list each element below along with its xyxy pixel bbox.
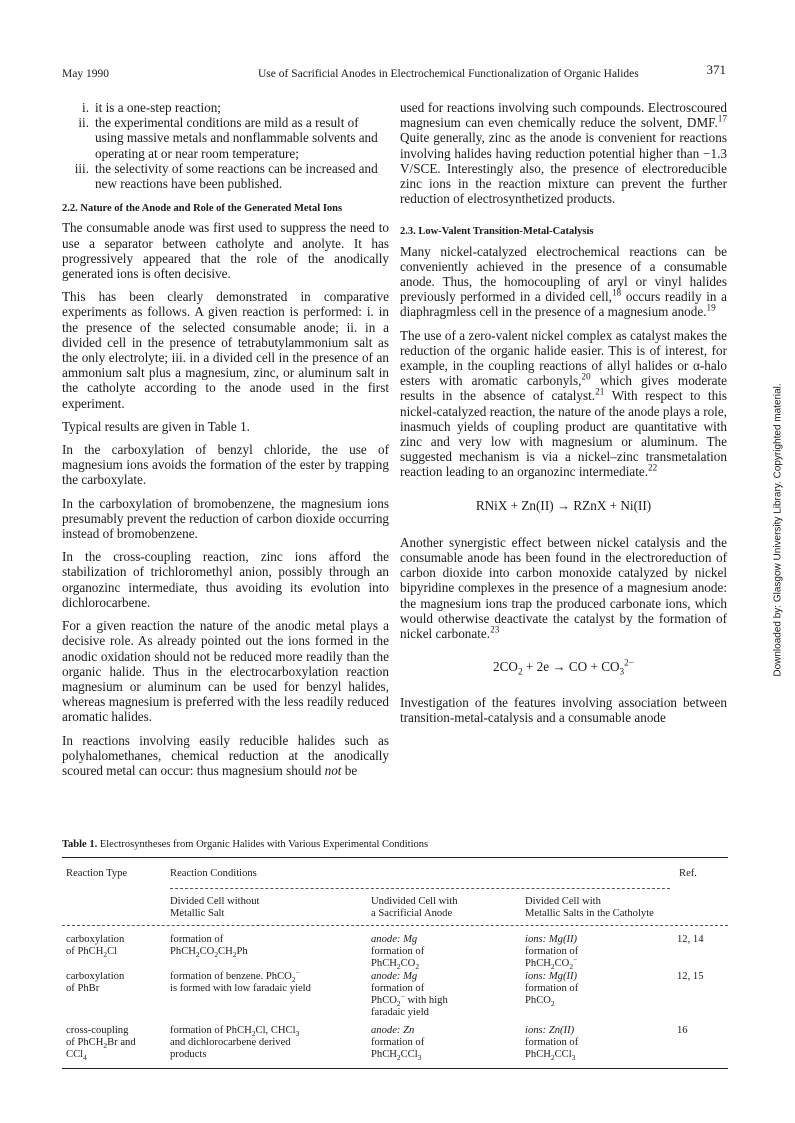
- table-top-rule: [62, 857, 728, 858]
- advantages-list: [62, 100, 389, 191]
- equation-co2-reduction: $2CO_2 + 2e$ → CO + $CO_3^{2-}$: [493, 657, 634, 677]
- paragraph: used for reactions involving such compounds. Electroscoured magnesium can even chemically reduce the solvent, DMF.$^{17}$ Quite generally, zinc as the anode is convenient for reactions involving halides having reduction potential higher than −1.3 V/SCE. Interestingly also, the presence of electroreducible zinc ions in the reaction mixture can prevent the further reduction of electrosynthetized products.: [400, 100, 727, 207]
- paragraph: Many nickel-catalyzed electrochemical reactions can be conveniently achieved in the presence of a consumable anode. Thus, the homocoupling of aryl or vinyl halides previously performed in a divided cell,$^{18}$ occurs readily in a diaphragmless cell in the presence of a magnesium anode.$^{19}$: [400, 243, 727, 320]
- table-row-1-type: carboxylation of PhCH$_2$Cl: [66, 934, 125, 960]
- subheader-divided-no-salt: Divided Cell without Metallic Salt: [170, 896, 260, 919]
- paragraph: The consumable anode was first used to suppress the need to use a separator between catholyte and anolyte. It has progressively appeared that the role of the anodically generated ions is often decisive.: [62, 220, 389, 282]
- table-row-1-undivided: anode: Mg formation of $PhCH_2CO_2$: [371, 934, 425, 972]
- paragraph: The use of a zero-valent nickel complex as catalyst makes the reduction of the organic halide easier. This is of interest, for example, in the coupling reactions of allyl halides or α-halo esters with aromatic carbonyls,$^{20}$ which gives moderate results in the absence of catalyst.$^{21}$ With respect to this nickel-catalyzed reaction, the nature of the anode plays a role, inasmuch yields of coupling product are quantitative with zinc and very low with magnesium or aluminum. The suggested mechanism is via a nickel–zinc transmetalation reaction leading to an organozinc intermediate.$^{22}$: [400, 327, 728, 480]
- paragraph: Investigation of the features involving association between transition-metal-catalysis and a consumable anode: [400, 694, 727, 725]
- table-row-3-type: cross-coupling of PhCH$_2$Br and CCl$_4$: [66, 1025, 136, 1063]
- table-row-2-undivided: anode: Mg formation of PhCO$_2$− with high faradaic yield: [371, 971, 448, 1018]
- subheader-undivided-anode: Undivided Cell with a Sacrificial Anode: [371, 896, 458, 919]
- table-bottom-rule: [62, 1068, 728, 1069]
- table-row-3-salts: ions: Zn(II) formation of PhCH$_2$CCl$_3$: [525, 1025, 579, 1063]
- table-caption: Table 1. Electrosyntheses from Organic Halides with Various Experimental Conditions: [62, 839, 429, 850]
- section-heading-2-3: 2.3. Low-Valent Transition-Metal-Catalysis: [400, 226, 594, 238]
- table-row-2-divided: formation of benzene. PhCO$_2$− is formed with low faradaic yield: [170, 967, 311, 994]
- col-header-reaction-conditions: Reaction Conditions: [170, 868, 257, 879]
- subheader-rule: [170, 888, 670, 889]
- list-item: ii. the experimental conditions are mild as a result of using massive metals and nonflammable solvents and operating at or near room temperature;: [78, 115, 378, 161]
- paragraph: In the carboxylation of bromobenzene, the magnesium ions presumably prevent the reduction of carbon dioxide occurring instead of bromobenzene.: [62, 495, 390, 542]
- table-row-1-ref: 12, 14: [677, 934, 704, 945]
- download-watermark: Downloaded by: Glasgow University Library. Copyrighted material.: [772, 383, 784, 677]
- header-bottom-rule: [62, 925, 728, 926]
- list-item: iii. the selectivity of some reactions can be increased and new reactions have been published.: [74, 160, 378, 192]
- header-date: May 1990: [62, 68, 109, 80]
- page-number: 371: [706, 62, 726, 77]
- header-title: Use of Sacrificial Anodes in Electrochemical Functionalization of Organic Halides: [258, 68, 639, 80]
- list-item: i. it is a one-step reaction;: [82, 100, 221, 115]
- paragraph: In the carboxylation of benzyl chloride, the use of magnesium ions avoids the formation of the ester by trapping the carboxylate.: [62, 442, 389, 488]
- col-header-reaction-type: Reaction Type: [66, 868, 128, 879]
- subheader-divided-salts: Divided Cell with Metallic Salts in the Catholyte: [525, 896, 654, 919]
- table-row-1-divided: formation of $PhCH_2CO_2CH_2Ph$: [170, 934, 248, 960]
- table-row-2-salts: ions: Mg(II) formation of PhCO$_2$: [525, 971, 579, 1009]
- table-row-3-ref: 16: [677, 1025, 688, 1036]
- paragraph: This has been clearly demonstrated in comparative experiments as follows. A given reaction is performed: i. in the presence of the selected consumable anode; ii. in a divided cell in the presence of tetrabutylammonium salt as the only electrolyte; iii. in a divided cell in the presence of an ammonium salt plus a magnesium, zinc, or aluminum salt in the catholyte according to the anode used in the first experiment.: [62, 289, 389, 411]
- table-row-2-type: carboxylation of PhBr: [66, 971, 125, 994]
- paragraph: In reactions involving easily reducible halides such as polyhalomethanes, chemical reduction at the anodically scoured metal can occur: thus magnesium should not be: [62, 732, 389, 778]
- table-row-3-undivided: anode: Zn formation of PhCH$_2$CCl$_3$: [371, 1025, 425, 1063]
- right-column: [400, 100, 727, 733]
- left-column: [62, 100, 389, 786]
- col-header-ref: Ref.: [679, 868, 697, 879]
- paragraph: Typical results are given in Table 1.: [62, 418, 250, 434]
- equation-transmetalation: RNiX + Zn(II) → RZnX + Ni(II): [475, 497, 652, 513]
- paragraph: In the cross-coupling reaction, zinc ions afford the stabilization of trichloromethyl anion, possibly through an organozinc intermediate, thus avoiding its evolution into dichlorocarbene.: [62, 549, 389, 610]
- table-row-3-divided: formation of PhCH$_2$Cl, CHCl$_3$ and dichlorocarbene derived products: [170, 1025, 300, 1060]
- paragraph: For a given reaction the nature of the anodic metal plays a decisive role. As already pointed out the ions formed in the anodic oxidation should not be reduced more readily than the organic halide. Thus in the electrocarboxylation reaction magnesium or aluminum can be used for benzyl halides, whereas magnesium is preferred with the less readily reduced aromatic halides.: [62, 618, 389, 725]
- section-heading-2-2: 2.2. Nature of the Anode and Role of the Generated Metal Ions: [62, 203, 343, 215]
- table-row-1-salts: ions: Mg(II) formation of $PhCH_2CO_2^-$: [525, 934, 579, 972]
- table-row-2-ref: 12, 15: [677, 971, 704, 982]
- paragraph: Another synergistic effect between nickel catalysis and the consumable anode has been found in the electroreduction of carbon dioxide into carbon monoxide catalyzed by nickel bipyridine complexes in the presence of a magnesium anode: the magnesium ions trap the produced carbonate ions, which would otherwise deactivate the catalyst by the formation of nickel carbonate.$^{23}$: [400, 534, 727, 642]
